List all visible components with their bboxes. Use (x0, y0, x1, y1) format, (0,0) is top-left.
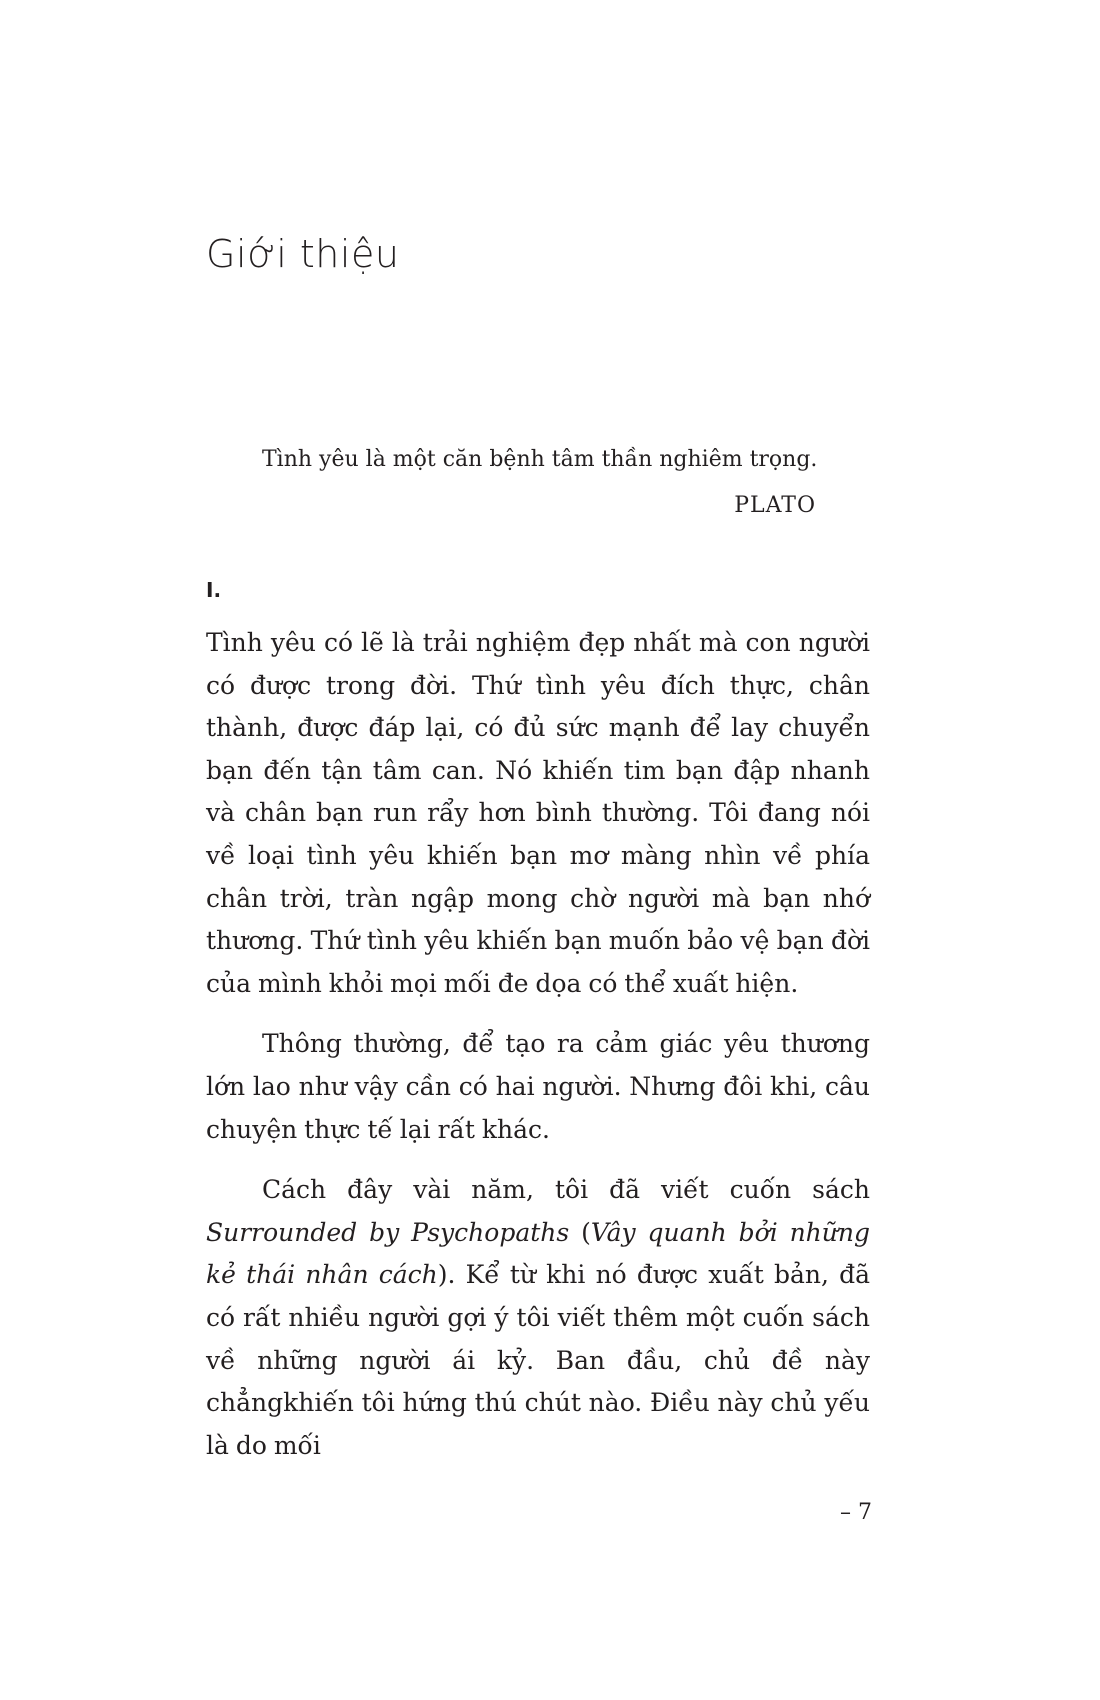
epigraph-author: PLATO (734, 493, 816, 518)
chapter-title: Giới thiệu (206, 232, 400, 276)
paragraph-3-text: ( (569, 1217, 591, 1247)
paragraph-3 (206, 1169, 870, 1467)
section-number: I. (206, 578, 222, 602)
paragraph-1: Tình yêu có lẽ là trải nghiệm đẹp nhất mà con người có được trong đời. Thứ tình yêu đích thực, chân thành, được đáp lại, có đủ sức mạnh để lay chuyển bạn đến tận tâm can. Nó khiến tim bạn đập nhanh và chân bạn run rẩy hơn bình thường. Tôi đang nói về loại tình yêu khiến bạn mơ màng nhìn về phía chân trời, tràn ngập mong chờ người mà bạn nhớ thương. Thứ tình yêu khiến bạn muốn bảo vệ bạn đời của mình khỏi mọi mối đe dọa có thể xuất hiện. (206, 628, 870, 998)
page-number: – 7 (840, 1500, 872, 1525)
book-title-english: Surrounded by Psychopaths (206, 1217, 570, 1247)
paragraph-3-text: ). Kể từ khi nó được xuất bản, đã có rất nhiều người gợi ý tôi viết thêm một cuốn sách về những người ái kỷ. Ban đầu, chủ đề này chẳngkhiến tôi hứng thú chút nào. Điều này chủ yếu là do mối (206, 1260, 870, 1460)
epigraph-quote: Tình yêu là một căn bệnh tâm thần nghiêm trọng. (262, 447, 818, 472)
book-title-vietnamese: Vây quanh bởi những kẻ thái nhân cách (206, 1217, 870, 1290)
epigraph (262, 444, 816, 522)
body-text (206, 622, 870, 1485)
paragraph-2: Thông thường, để tạo ra cảm giác yêu thương lớn lao như vậy cần có hai người. Nhưng đôi khi, câu chuyện thực tế lại rất khác. (206, 1029, 870, 1144)
paragraph-3-text: Cách đây vài năm, tôi đã viết cuốn sách (262, 1175, 870, 1205)
